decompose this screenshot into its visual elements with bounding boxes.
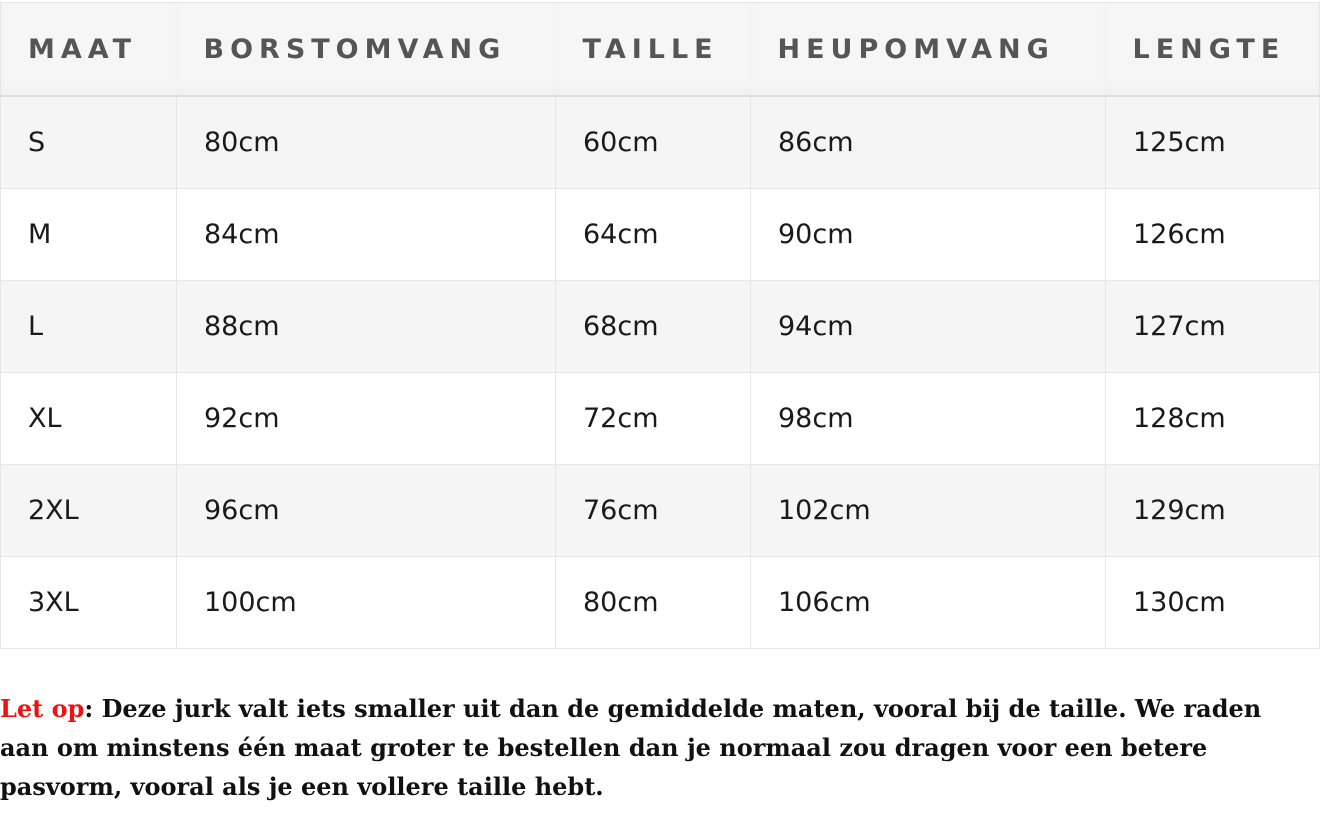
- size-cell: XL: [1, 373, 177, 465]
- column-header-lengte: LENGTE: [1106, 3, 1320, 97]
- length-cell: 127cm: [1106, 281, 1320, 373]
- size-cell: M: [1, 189, 177, 281]
- length-cell: 129cm: [1106, 465, 1320, 557]
- waist-cell: 60cm: [556, 96, 751, 189]
- bust-cell: 80cm: [177, 96, 556, 189]
- bust-cell: 96cm: [177, 465, 556, 557]
- size-cell: L: [1, 281, 177, 373]
- hip-cell: 90cm: [751, 189, 1106, 281]
- length-cell: 125cm: [1106, 96, 1320, 189]
- waist-cell: 68cm: [556, 281, 751, 373]
- length-cell: 126cm: [1106, 189, 1320, 281]
- fit-note: [0, 689, 1300, 806]
- column-header-maat: MAAT: [1, 3, 177, 97]
- hip-cell: 106cm: [751, 557, 1106, 649]
- column-header-heupomvang: HEUPOMVANG: [751, 3, 1106, 97]
- length-cell: 128cm: [1106, 373, 1320, 465]
- size-cell: 3XL: [1, 557, 177, 649]
- waist-cell: 72cm: [556, 373, 751, 465]
- hip-cell: 86cm: [751, 96, 1106, 189]
- table-row: [1, 189, 1320, 281]
- bust-cell: 100cm: [177, 557, 556, 649]
- size-cell: S: [1, 96, 177, 189]
- note-separator: :: [84, 694, 94, 723]
- size-cell: 2XL: [1, 465, 177, 557]
- bust-cell: 88cm: [177, 281, 556, 373]
- size-chart-table: [0, 2, 1320, 649]
- column-header-taille: TAILLE: [556, 3, 751, 97]
- hip-cell: 98cm: [751, 373, 1106, 465]
- hip-cell: 102cm: [751, 465, 1106, 557]
- table-row: [1, 465, 1320, 557]
- note-text: Deze jurk valt iets smaller uit dan de gemiddelde maten, vooral bij de taille. We raden aan om minstens één maat groter te bestellen dan je normaal zou dragen voor een betere pasvorm, vooral als je een vollere taille hebt.: [0, 694, 1262, 801]
- table-row: [1, 373, 1320, 465]
- hip-cell: 94cm: [751, 281, 1106, 373]
- length-cell: 130cm: [1106, 557, 1320, 649]
- waist-cell: 64cm: [556, 189, 751, 281]
- waist-cell: 80cm: [556, 557, 751, 649]
- table-row: [1, 281, 1320, 373]
- table-row: [1, 96, 1320, 189]
- bust-cell: 92cm: [177, 373, 556, 465]
- waist-cell: 76cm: [556, 465, 751, 557]
- table-header-row: [1, 3, 1320, 97]
- bust-cell: 84cm: [177, 189, 556, 281]
- table-row: [1, 557, 1320, 649]
- column-header-borstomvang: BORSTOMVANG: [177, 3, 556, 97]
- note-label: Let op: [0, 694, 85, 723]
